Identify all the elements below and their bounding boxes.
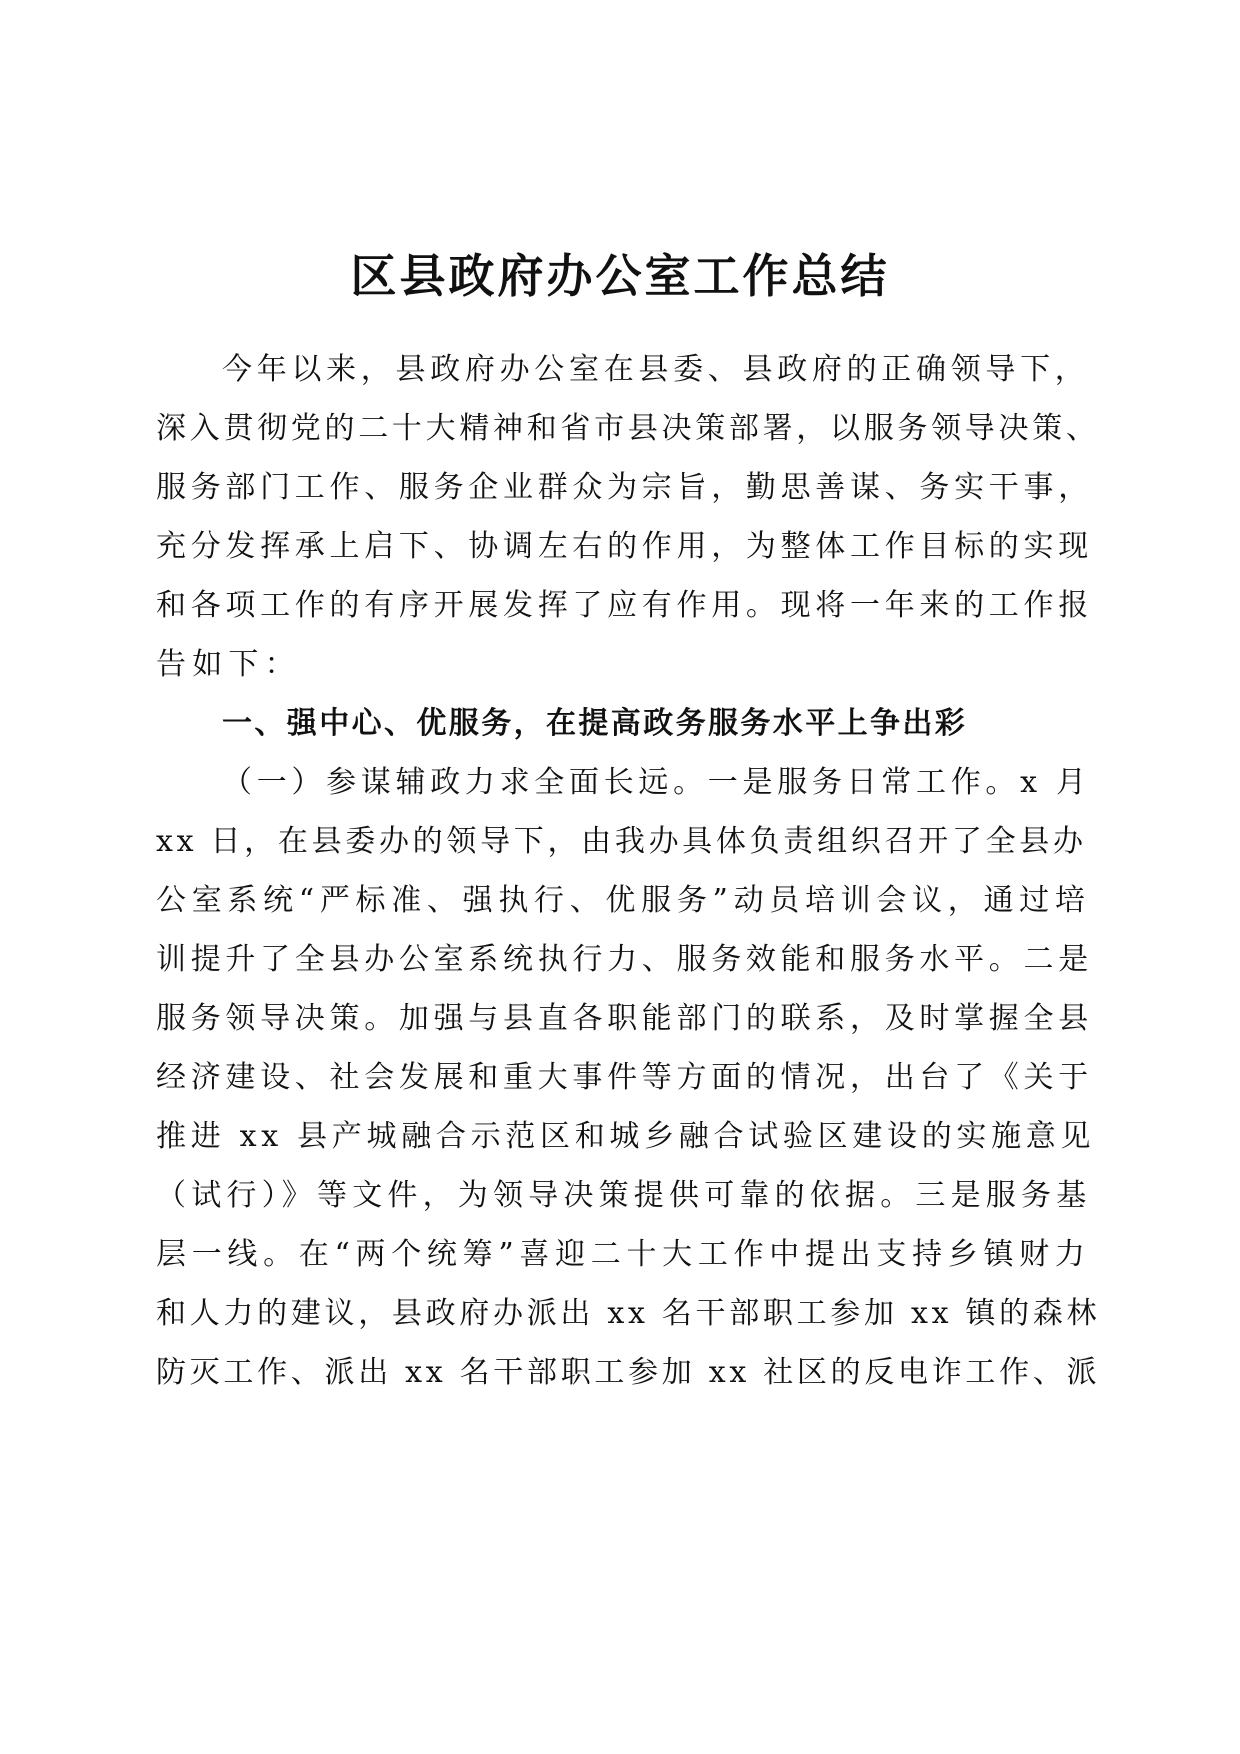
- paragraph-line: （试行）》等文件，为领导决策提供可靠的依据。三是服务基: [156, 1178, 1092, 1213]
- paragraph-line: 经济建设、社会发展和重大事件等方面的情况，出台了《关于: [156, 1060, 1093, 1095]
- section-heading: 一、强中心、优服务，在提高政务服务水平上争出彩: [222, 706, 968, 741]
- paragraph-line: 层一线。在“两个统筹”喜迎二十大工作中提出支持乡镇财力: [156, 1237, 1091, 1272]
- paragraph-line: 防灭工作、派出 xx 名干部职工参加 xx 社区的反电诈工作、派: [156, 1355, 1101, 1390]
- paragraph-line: 和各项工作的有序开展发挥了应有作用。现将一年来的工作报: [156, 588, 1093, 623]
- paragraph-line: 充分发挥承上启下、协调左右的作用，为整体工作目标的实现: [156, 529, 1093, 564]
- paragraph-line: 服务领导决策。加强与县直各职能部门的联系，及时掌握全县: [156, 1001, 1093, 1036]
- paragraph-line: （一）参谋辅政力求全面长远。一是服务日常工作。x 月: [222, 765, 1091, 800]
- paragraph-line: 公室系统“严标准、强执行、优服务”动员培训会议，通过培: [156, 883, 1091, 918]
- paragraph-line: 推进 xx 县产城融合示范区和城乡融合试验区建设的实施意见: [156, 1119, 1096, 1154]
- paragraph-line: 和人力的建议，县政府办派出 xx 名干部职工参加 xx 镇的森林: [156, 1296, 1101, 1331]
- paragraph-line: 服务部门工作、服务企业群众为宗旨，勤思善谋、务实干事，: [156, 470, 1093, 505]
- paragraph-line: 训提升了全县办公室系统执行力、服务效能和服务水平。二是: [156, 942, 1093, 977]
- document-title: 区县政府办公室工作总结: [350, 249, 890, 303]
- paragraph-line: 深入贯彻党的二十大精神和省市县决策部署，以服务领导决策、: [156, 411, 1100, 446]
- paragraph-line: xx 日，在县委办的领导下，由我办具体负责组织召开了全县办: [156, 824, 1087, 859]
- paragraph-line: 告如下：: [156, 647, 301, 682]
- paragraph-line: 今年以来，县政府办公室在县委、县政府的正确领导下，: [222, 352, 1090, 387]
